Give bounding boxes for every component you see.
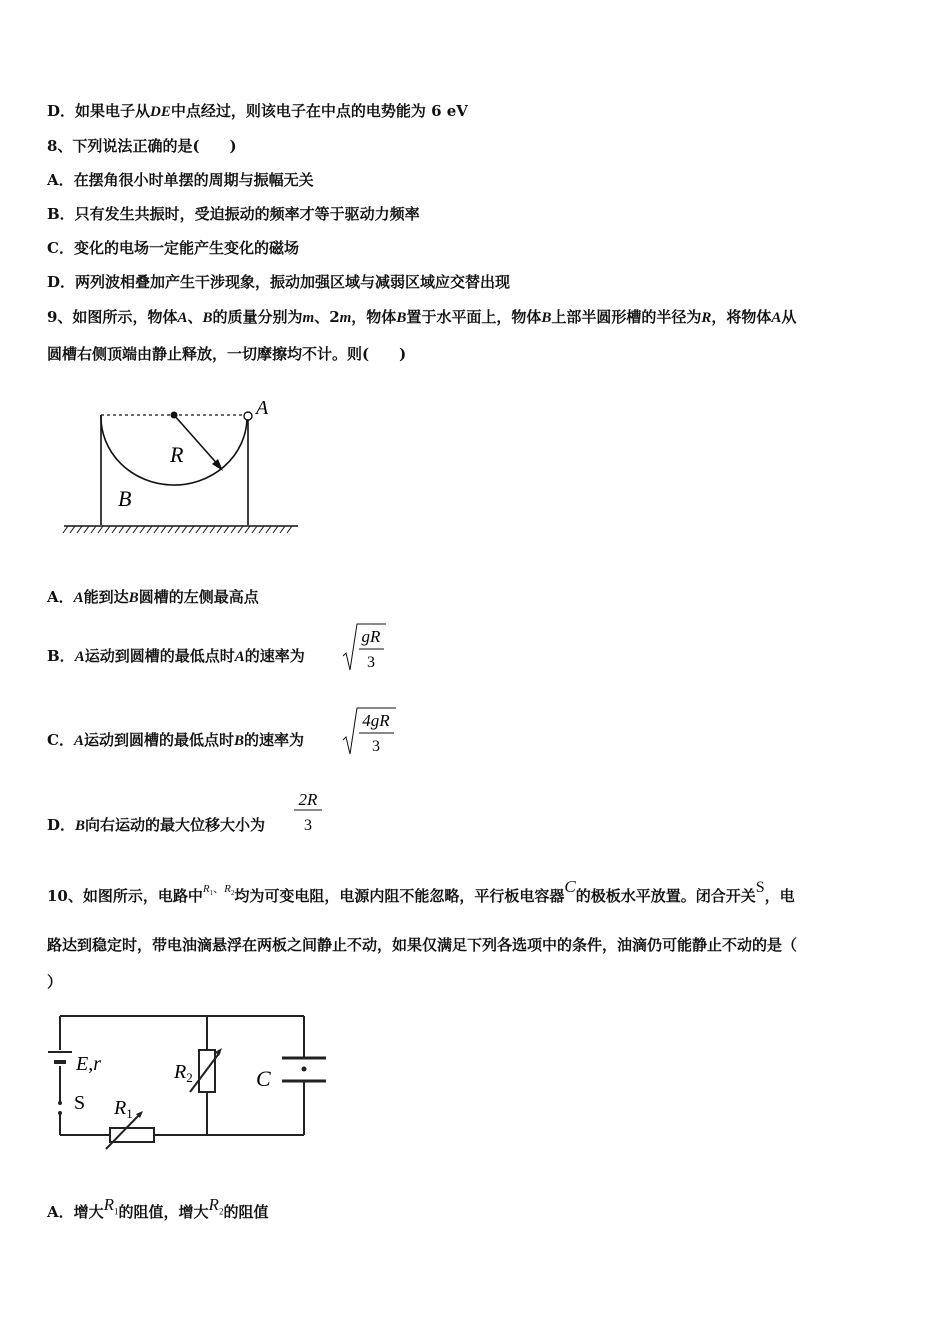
q10-label-r1-letter: R: [114, 1097, 127, 1119]
q9-option-b-numerator: gR: [361, 627, 381, 646]
q10-var-r1: [202, 883, 214, 898]
q9-option-a-label: A．: [47, 588, 74, 606]
q9-figure-label-b: B: [118, 486, 132, 511]
q10-label-c: C: [256, 1066, 271, 1091]
q7-option-d-var: DE: [150, 104, 171, 120]
q9-stem-part: 的质量分别为: [212, 308, 303, 326]
q10-stem-line2: 路达到稳定时，带电油滴悬浮在两板之间静止不动，如果仅满足下列各选项中的条件，油滴仍可能静止不动的是（: [47, 936, 798, 954]
q10-stem-part: 的极板水平放置。闭合开关: [575, 887, 756, 905]
q10-stem-part: 10、如图所示，电路中: [47, 887, 203, 905]
q10-option-a-r1: [103, 1195, 119, 1217]
q10-stem-part: ，电: [764, 887, 795, 905]
q9-stem-part: 9、如图所示，物体: [47, 308, 178, 326]
q10-option-a-r2: [208, 1195, 224, 1217]
q10-label-s: S: [74, 1092, 86, 1114]
q10-var-r1-sub: 1: [209, 889, 214, 898]
q9-stem-part: 上部半圆形槽的半径为: [551, 308, 702, 326]
q9-option-b-var: A: [74, 649, 85, 665]
q9-option-b: [47, 646, 305, 667]
q10-label-er: E,r: [76, 1053, 101, 1075]
q10-separator: 、: [213, 882, 225, 895]
q10-var-r2-letter: R: [224, 883, 231, 895]
q9-figure: [60, 392, 310, 537]
q9-option-b-text: 运动到圆槽的最低点时: [84, 647, 235, 665]
q9-option-d-text: 向右运动的最大位移大小为: [85, 816, 266, 834]
q9-stem-part: ，物体: [351, 308, 397, 326]
q10-stem-part: 均为可变电阻，电源内阻不能忽略，平行板电容器: [234, 887, 565, 905]
q9-option-b-var: A: [234, 649, 245, 665]
q10-var-c: C: [564, 877, 576, 896]
q9-option-a-var: B: [128, 590, 139, 606]
q9-option-c-numerator: 4gR: [362, 711, 390, 730]
q9-var-b: B: [202, 310, 213, 326]
q10-switch-contact: [58, 1111, 62, 1115]
q9-var-a: A: [771, 310, 782, 326]
q9-option-c-text: 的速率为: [244, 731, 305, 749]
q9-option-b-denominator: 3: [367, 654, 375, 671]
q10-label-r2: [173, 1061, 193, 1085]
q9-var-a: A: [177, 310, 188, 326]
q8-stem: 8、下列说法正确的是( ): [47, 137, 237, 155]
q9-option-a-text: 能到达: [83, 588, 129, 606]
q9-stem-part: 从: [781, 308, 797, 326]
q9-var-m: m: [339, 310, 352, 326]
q10-option-a: [47, 1195, 269, 1228]
q9-figure-ball-a: [244, 412, 252, 420]
q9-option-a: [47, 587, 259, 608]
q9-option-a-var: A: [73, 590, 84, 606]
q9-stem-part: 、2: [314, 308, 340, 326]
q9-option-c: [47, 730, 304, 751]
q7-option-d: [47, 101, 468, 122]
q9-option-d: [47, 815, 265, 836]
q10-r2-arrowhead: [215, 1048, 222, 1056]
q7-option-d-text-pre: D．如果电子从: [47, 102, 151, 120]
q8-option-a: A．在摆角很小时单摆的周期与振幅无关: [47, 171, 314, 189]
q9-option-d-formula: [290, 786, 326, 836]
q10-option-a-r2-letter: R: [208, 1195, 219, 1214]
q9-stem-line2: 圆槽右侧顶端由静止释放，一切摩擦均不计。则( ): [47, 345, 407, 363]
q9-option-d-denominator: 3: [304, 817, 312, 834]
q9-stem-part: ，将物体: [711, 308, 772, 326]
q9-stem-part: 置于水平面上，物体: [406, 308, 542, 326]
q9-option-c-formula: [340, 704, 400, 760]
q10-oil-drop: [302, 1067, 307, 1072]
q10-r1-resistor: [110, 1128, 154, 1142]
q10-option-a-text: A．增大: [47, 1203, 104, 1221]
q10-option-a-text: 的阻值，增大: [118, 1203, 209, 1221]
q9-option-a-text: 圆槽的左侧最高点: [138, 588, 259, 606]
q9-stem-line1: [47, 307, 796, 328]
q7-option-d-text-post: 中点经过，则该电子在中点的电势能为 6 eV: [170, 102, 468, 120]
q10-circuit-figure: [44, 1008, 344, 1158]
q10-stem-line1: [47, 877, 795, 912]
q8-option-b: B．只有发生共振时，受迫振动的频率才等于驱动力频率: [47, 205, 420, 223]
q10-label-r2-letter: R: [174, 1061, 187, 1083]
q9-figure-ground-hatch: [63, 526, 292, 533]
q10-option-a-r1-sub: 1: [114, 1206, 119, 1217]
q9-option-b-formula: [340, 620, 390, 676]
q10-label-r1-sub: 1: [126, 1106, 133, 1121]
q10-switch-contact: [58, 1101, 62, 1105]
q9-option-c-label: C．: [47, 731, 74, 749]
q10-option-a-text: 的阻值: [223, 1203, 269, 1221]
q9-var-m: m: [302, 310, 315, 326]
q10-var-r1-letter: R: [202, 883, 210, 895]
q8-option-d: D．两列波相叠加产生干涉现象，振动加强区域与减弱区域应交替出现: [47, 273, 511, 291]
q9-option-b-label: B．: [47, 647, 75, 665]
q10-label-r2-sub: 2: [186, 1070, 193, 1085]
q10-stem-line3: ）: [47, 973, 63, 991]
q9-var-r: R: [701, 310, 712, 326]
q9-option-b-text: 的速率为: [244, 647, 305, 665]
q10-var-r2: [224, 883, 235, 898]
q9-option-c-var: A: [73, 733, 84, 749]
q9-option-c-var: B: [233, 733, 244, 749]
q10-var-s: S: [755, 879, 765, 896]
q9-option-d-numerator: 2R: [298, 790, 318, 809]
q10-var-r2-sub: 2: [230, 889, 235, 898]
q10-option-a-r2-sub: 2: [218, 1206, 224, 1217]
q10-label-r1: [113, 1097, 133, 1121]
q9-option-c-denominator: 3: [372, 738, 380, 755]
q9-stem-part: 、: [187, 308, 203, 326]
q9-option-d-var: B: [75, 818, 86, 834]
q9-figure-label-a: A: [256, 397, 269, 419]
q9-option-c-text: 运动到圆槽的最低点时: [83, 731, 234, 749]
q9-figure-label-r: R: [170, 442, 184, 467]
q9-option-d-label: D．: [47, 816, 76, 834]
q9-var-b: B: [541, 310, 552, 326]
q9-var-b: B: [396, 310, 407, 326]
q10-option-a-r1-letter: R: [103, 1195, 115, 1214]
q8-option-c: C．变化的电场一定能产生变化的磁场: [47, 239, 299, 257]
